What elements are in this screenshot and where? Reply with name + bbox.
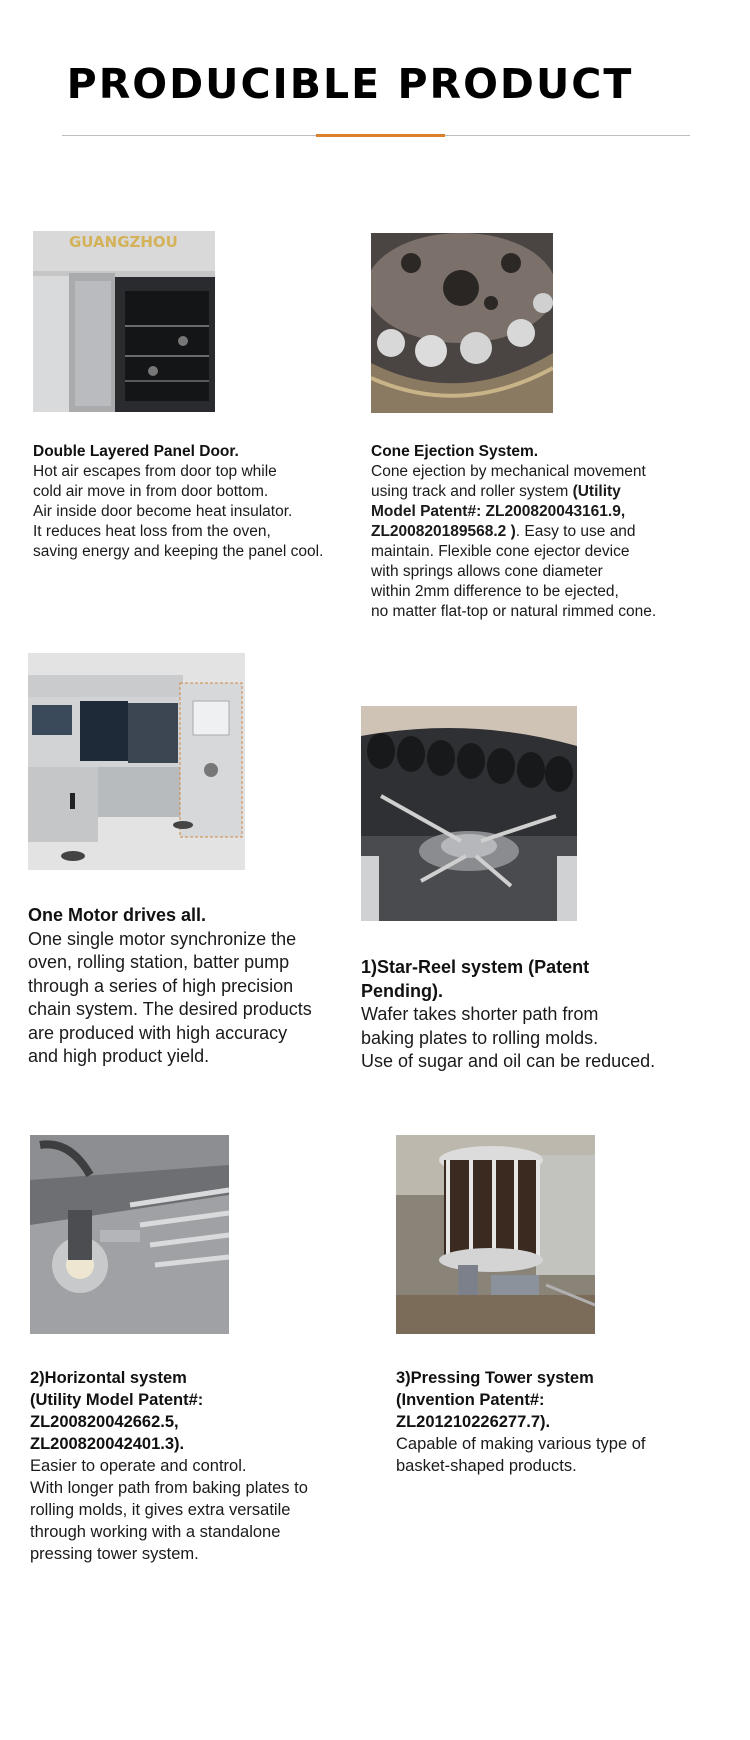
feature-text: using track and roller system xyxy=(371,483,573,500)
feature-panel-door xyxy=(33,442,343,562)
feature-line: One single motor synchronize the xyxy=(28,928,297,949)
feature-heading: 2)Horizontal system xyxy=(30,1369,187,1387)
feature-line xyxy=(371,482,691,502)
photo-star-reel xyxy=(361,706,577,921)
photo-cone-ejection xyxy=(371,233,553,413)
feature-line: Capable of making various type of xyxy=(396,1435,646,1453)
feature-heading: ZL200820042401.3). xyxy=(30,1435,185,1453)
feature-line: basket-shaped products. xyxy=(396,1457,577,1475)
photo-panel-door xyxy=(33,231,215,412)
feature-line: It reduces heat loss from the oven, xyxy=(33,523,271,540)
feature-text: . Easy to use and xyxy=(515,523,636,540)
feature-line: within 2mm difference to be ejected, xyxy=(371,583,619,600)
photo-horizontal-system xyxy=(30,1135,229,1334)
feature-line: Cone ejection by mechanical movement xyxy=(371,463,646,480)
feature-heading: Pending). xyxy=(361,980,443,1001)
feature-line: chain system. The desired products xyxy=(28,999,312,1019)
feature-line: Wafer takes shorter path from xyxy=(361,1004,599,1024)
feature-line: no matter flat-top or natural rimmed cone. xyxy=(371,603,657,620)
patent-text: Model Patent#: ZL200820043161.9, xyxy=(371,503,626,520)
feature-line xyxy=(371,502,691,522)
feature-line xyxy=(371,522,691,542)
feature-cone-ejection xyxy=(371,442,691,622)
feature-line: cold air move in from door bottom. xyxy=(33,483,269,500)
feature-heading: 1)Star-Reel system (Patent xyxy=(361,957,590,977)
feature-line: pressing tower system. xyxy=(30,1545,199,1563)
feature-line: through a series of high precision xyxy=(28,975,294,996)
feature-heading: 3)Pressing Tower system xyxy=(396,1369,594,1387)
photo-motor-machine xyxy=(28,653,245,870)
patent-text: (Utility xyxy=(572,483,621,500)
feature-heading: (Invention Patent#: xyxy=(396,1391,545,1409)
feature-pressing-tower xyxy=(396,1367,696,1477)
feature-line: Air inside door become heat insulator. xyxy=(33,503,293,520)
feature-line: baking plates to rolling molds. xyxy=(361,1027,599,1048)
feature-heading: ZL200820042662.5, xyxy=(30,1413,179,1431)
feature-line: maintain. Flexible cone ejector device xyxy=(371,543,630,560)
feature-line: through working with a standalone xyxy=(30,1523,281,1541)
feature-line: Use of sugar and oil can be reduced. xyxy=(361,1051,656,1071)
feature-line: are produced with high accuracy xyxy=(28,1022,288,1043)
feature-star-reel xyxy=(361,956,701,1074)
feature-line: oven, rolling station, batter pump xyxy=(28,952,290,972)
title-divider-accent xyxy=(316,134,445,137)
feature-heading: Cone Ejection System. xyxy=(371,443,539,460)
feature-line: Easier to operate and control. xyxy=(30,1457,247,1475)
page-title: PRODUCIBLE PRODUCT xyxy=(66,60,634,108)
photo-pressing-tower xyxy=(396,1135,595,1334)
feature-one-motor xyxy=(28,904,343,1069)
feature-line: and high product yield. xyxy=(28,1046,210,1066)
feature-heading: One Motor drives all. xyxy=(28,905,207,925)
feature-line: rolling molds, it gives extra versatile xyxy=(30,1501,291,1519)
feature-heading: ZL201210226277.7). xyxy=(396,1413,551,1431)
feature-line: With longer path from baking plates to xyxy=(30,1479,308,1497)
feature-line: Hot air escapes from door top while xyxy=(33,463,277,480)
feature-horizontal-system xyxy=(30,1367,360,1565)
patent-text: ZL200820189568.2 ) xyxy=(371,523,516,540)
feature-line: with springs allows cone diameter xyxy=(371,563,603,580)
feature-line: saving energy and keeping the panel cool. xyxy=(33,543,324,560)
feature-heading: Double Layered Panel Door. xyxy=(33,443,239,460)
feature-heading: (Utility Model Patent#: xyxy=(30,1391,204,1409)
photo-sign-text: GUANGZHOU xyxy=(69,233,178,251)
